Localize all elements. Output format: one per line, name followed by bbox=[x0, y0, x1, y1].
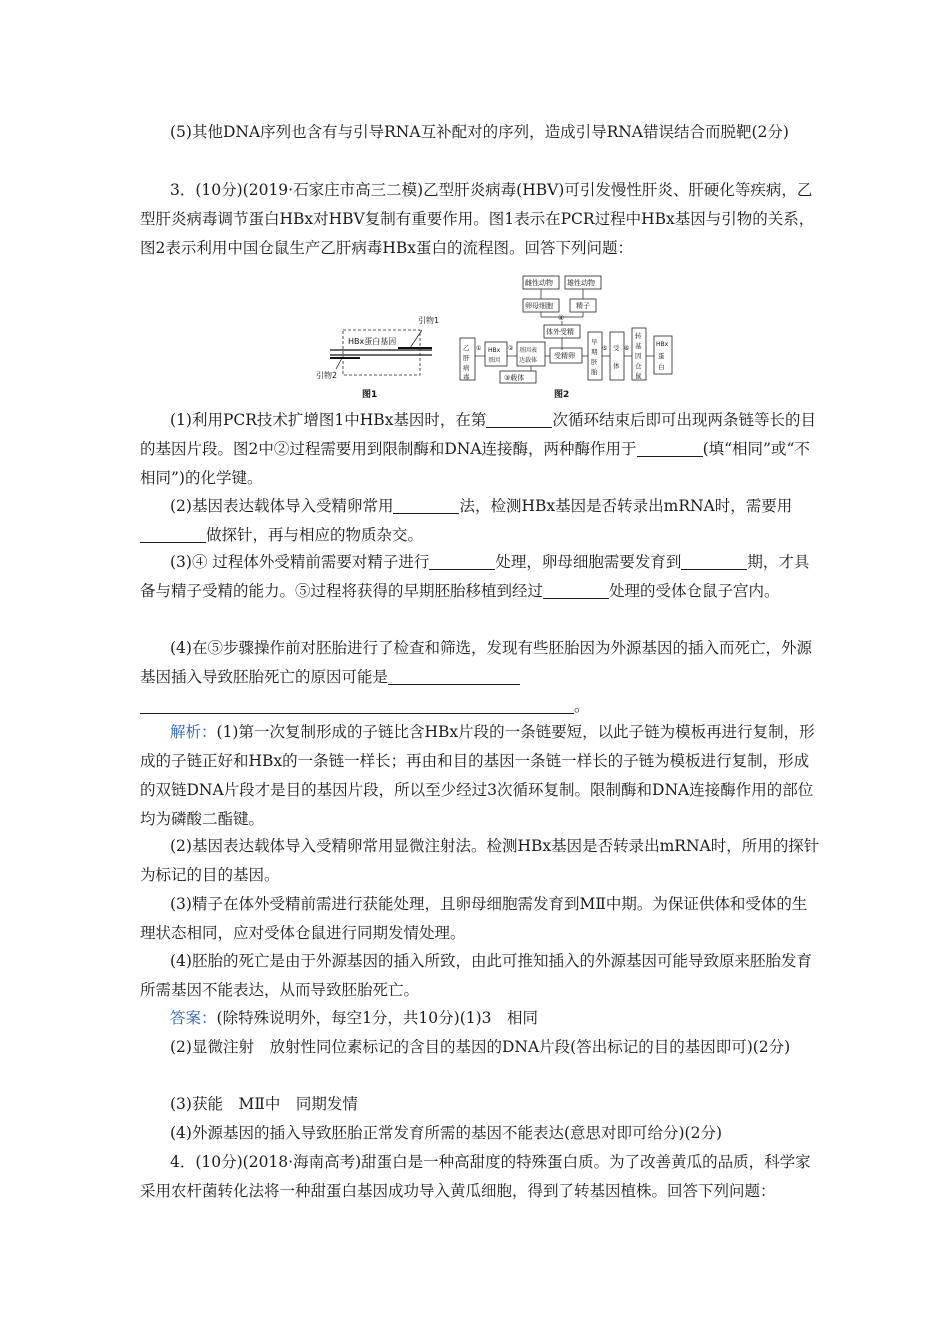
analysis-text-1: (1)第一次复制形成的子链比含HBx片段的一条链要短，以此子链为模板再进行复制，形成的子链正好和HBx的一条链一样长；再由和目的基因一条链一样长的子链为模板进行复制，形成的双链DNA片段才是目的基因片段，所以至少经过3次循环复制。限制酶和DNA连接酶作用的部位均为磷酸二酯键。 bbox=[140, 723, 815, 828]
fig2-step3-label: ③载体 bbox=[504, 374, 525, 382]
fig2-transgenic-3: 因 bbox=[635, 352, 642, 360]
fig2 bbox=[460, 276, 672, 400]
fig1-caption: 图1 bbox=[362, 390, 378, 400]
q3-q4-text-b: 。 bbox=[574, 697, 590, 715]
q3-question-3 bbox=[140, 548, 820, 606]
q3-question-1 bbox=[140, 406, 820, 493]
q3-question-4 bbox=[140, 634, 820, 721]
q3-answer-2: (2)显微注射 放射性同位素标记的含目的基因的DNA片段(答出标记的目的基因即可)(2分) bbox=[170, 1038, 791, 1056]
fig1-primer1: 引物1 bbox=[418, 316, 440, 325]
q3-q1-text-c: (填“相同”或“不相同”)的化学键。 bbox=[140, 440, 810, 487]
fig2-caption: 图2 bbox=[554, 390, 570, 400]
fig2-step5: ⑤ bbox=[602, 345, 608, 352]
answer-label: 答案： bbox=[170, 1009, 217, 1027]
q3-q2-text-a: (2)基因表达载体导入受精卵常用 bbox=[170, 497, 394, 515]
fig2-vector-2: 达载体 bbox=[519, 357, 538, 364]
fig2-step1: ① bbox=[476, 345, 482, 352]
fig2-vector-1: 基因表 bbox=[519, 347, 538, 354]
fig2-virus-3: 病 bbox=[463, 364, 470, 372]
q3-q2-text-c: 做探针，再与相应的物质杂交。 bbox=[206, 526, 424, 544]
q3-q4-text-a: (4)在⑤步骤操作前对胚胎进行了检查和筛选，发现有些胚胎因为外源基因的插入而死亡，外源基因插入导致胚胎死亡的原因可能是 bbox=[140, 639, 812, 686]
q3-q3-text-a: (3)④ 过程体外受精前需要对精子进行 bbox=[170, 553, 430, 571]
fig2-hbx-gene-1: HBx bbox=[488, 347, 501, 354]
q3-analysis-2: (2)基因表达载体导入受精卵常用显微注射法。检测HBx基因是否转录出mRNA时，所用的探针为标记的目的基因。 bbox=[140, 837, 820, 884]
fig1-primer2: 引物2 bbox=[316, 371, 338, 380]
q3-analysis-3: (3)精子在体外受精前需进行获能处理，且卵母细胞需发育到MⅡ中期。为保证供体和受体的生理状态相同，应对受体仓鼠进行同期发情处理。 bbox=[140, 895, 808, 942]
q3-question-2 bbox=[140, 492, 820, 550]
q3-q2-blank-1[interactable] bbox=[393, 497, 459, 514]
fig2-virus-1: 乙 bbox=[463, 344, 470, 352]
q3-q2-text-b: 法，检测HBx基因是否转录出mRNA时，需要用 bbox=[459, 497, 793, 515]
fig2-virus-2: 肝 bbox=[463, 354, 470, 362]
q3-stem: 3．(10分)(2019·石家庄市高三二模)乙型肝炎病毒(HBV)可引发慢性肝炎、肝硬化等疾病，乙型肝炎病毒调节蛋白HBx对HBV复制有重要作用。图1表示在PCR过程中HBx基因与引物的关系，图2表示利用中国仓鼠生产乙肝病毒HBx蛋白的流程图。回答下列问题： bbox=[140, 181, 815, 257]
q3-q4-blank-1a[interactable] bbox=[388, 668, 520, 685]
fig2-box-recipient bbox=[610, 332, 624, 380]
q3-q2-blank-2[interactable] bbox=[140, 526, 206, 543]
fig2-sperm-label: 精子 bbox=[576, 302, 590, 310]
fig2-transgenic-4: 仓 bbox=[635, 362, 642, 370]
fig1-gene-label: HBx蛋白基因 bbox=[348, 337, 397, 346]
answer-text-1: (除特殊说明外，每空1分，共10分)(1)3 相同 bbox=[216, 1009, 539, 1027]
q3-q3-text-c: 期，才具备与精子受精的能力。⑤过程将获得的早期胚胎移植到经过 bbox=[140, 553, 810, 600]
fig2-oocyte-label: 卵母细胞 bbox=[525, 302, 553, 310]
fig2-hbx-gene-2: 基因 bbox=[488, 357, 501, 364]
fig-diagram bbox=[310, 270, 700, 405]
q3-answer-4: (4)外源基因的插入导致胚胎正常发育所需的基因不能表达(意思对即可给分)(2分) bbox=[170, 1124, 723, 1142]
q2-part5-answer: (5)其他DNA序列也含有与引导RNA互补配对的序列，造成引导RNA错误结合而脱靶(2分) bbox=[170, 123, 789, 141]
analysis-label: 解析： bbox=[170, 723, 217, 741]
fig2-step4: ④ bbox=[558, 314, 565, 322]
q3-q3-blank-3[interactable] bbox=[543, 582, 609, 599]
fig2-male-label: 雄性动物 bbox=[567, 279, 595, 287]
fig2-embryo-4: 胎 bbox=[591, 368, 598, 376]
fig2-protein-3: 白 bbox=[658, 363, 665, 371]
fig2-embryo-2: 期 bbox=[591, 348, 598, 356]
fig2-transgenic-1: 转 bbox=[635, 332, 642, 340]
fig2-step2: ② bbox=[508, 345, 514, 352]
q3-answer-3: (3)获能 MⅡ中 同期发情 bbox=[170, 1095, 358, 1113]
q3-q4-blank-1b[interactable] bbox=[140, 697, 574, 714]
q3-q1-blank-1[interactable] bbox=[486, 411, 552, 428]
q4-stem: 4．(10分)(2018·海南高考)甜蛋白是一种高甜度的特殊蛋白质。为了改善黄瓜的品质，科学家采用农杆菌转化法将一种甜蛋白基因成功导入黄瓜细胞，得到了转基因植株。回答下列问题： bbox=[140, 1153, 811, 1200]
fig1 bbox=[316, 315, 439, 400]
fig1-primer2-pointer bbox=[336, 358, 342, 369]
q3-q3-blank-2[interactable] bbox=[681, 553, 747, 570]
q3-q1-text-a: (1)利用PCR技术扩增图1中HBx基因时，在第 bbox=[170, 411, 487, 429]
fig2-female-label: 雌性动物 bbox=[525, 279, 553, 287]
q3-q3-text-d: 处理的受体仓鼠子宫内。 bbox=[609, 582, 780, 600]
q3-q3-blank-1[interactable] bbox=[429, 553, 495, 570]
fig2-transgenic-2: 基 bbox=[635, 342, 642, 350]
fig2-protein-1: HBx bbox=[656, 341, 669, 348]
q3-q3-text-b: 处理，卵母细胞需要发育到 bbox=[495, 553, 682, 571]
q3-analysis-1 bbox=[140, 718, 820, 834]
fig2-ivf-label: 体外受精 bbox=[546, 328, 574, 336]
fig2-recipient-2: 体 bbox=[613, 362, 620, 370]
fig2-protein-2: 蛋 bbox=[658, 352, 665, 360]
q3-q1-blank-2[interactable] bbox=[637, 440, 703, 457]
q3-answer-1 bbox=[140, 1004, 820, 1033]
fig2-virus-4: 毒 bbox=[463, 373, 470, 381]
fig2-step6: ⑥ bbox=[624, 345, 630, 352]
fig2-embryo-1: 早 bbox=[591, 338, 598, 346]
fig2-zygote-label: 受精卵 bbox=[554, 352, 575, 360]
fig2-embryo-3: 胚 bbox=[591, 358, 598, 366]
q3-analysis-4: (4)胚胎的死亡是由于外源基因的插入所致，由此可推知插入的外源基因可能导致原来胚胎发育所需基因不能表达，从而导致胚胎死亡。 bbox=[140, 952, 812, 999]
q3-q1-text-b: 次循环结束后即可出现两条链等长的目的基因片段。图2中②过程需要用到限制酶和DNA连接酶，两种酶作用于 bbox=[140, 411, 816, 458]
q3-figures bbox=[310, 270, 700, 405]
fig2-recipient-1: 受 bbox=[613, 344, 620, 352]
fig2-transgenic-5: 鼠 bbox=[635, 372, 642, 380]
